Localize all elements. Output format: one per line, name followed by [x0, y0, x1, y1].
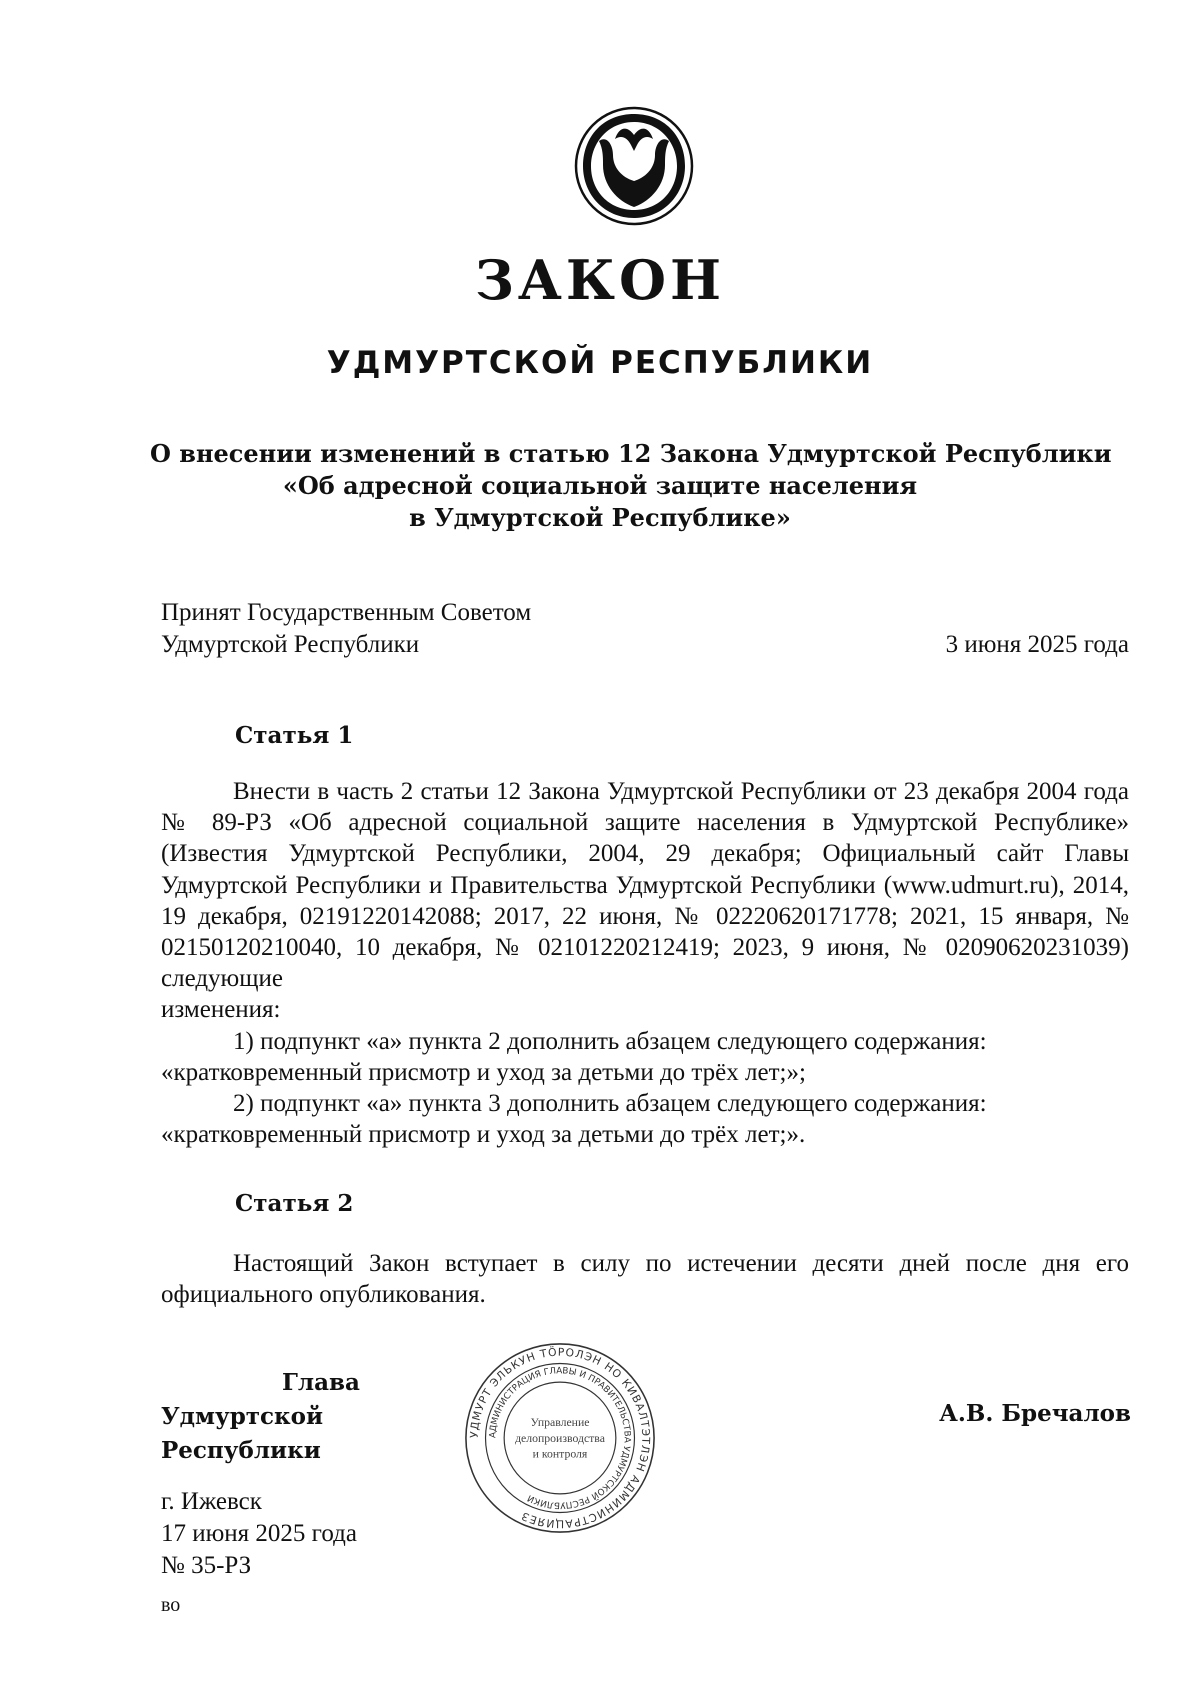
stamp-outer-text: УДМУРТ ЭЛЬКУН ТӦРОЛЭН НО КИВАЛТЭТЛЭН АДМИНИСТРАЦИЯЕЗ [467, 1345, 653, 1531]
signing-date: 17 июня 2025 года [161, 1520, 357, 1547]
stamp-center-line: и контроля [532, 1447, 588, 1461]
signing-city: г. Ижевск [161, 1488, 262, 1515]
adoption-date: 3 июня 2025 года [945, 631, 1129, 658]
signatory-post-line: Удмуртской Республики [161, 1403, 324, 1464]
article-1-intro: Внести в часть 2 статьи 12 Закона Удмуртской Республики от 23 декабря 2004 года № 89-РЗ «Об адресной социальной защите населения в Удмуртской Республике» (Известия Удмуртской Республики, 2004, 29 декабря; Официальный сайт Главы Удмуртской Республики и Правительства Удмуртской Республики (www.udmurt.ru), 2014, 19 декабря, 02191220142088; 2017, 22 июня, № 02220620171778; 2021, 15 января, № 02150120210040, 10 декабря, № 02101220212419; 2023, 9 июня, № 02090620231039) следующие [161, 778, 1129, 993]
subject-line: «Об адресной социальной защите населения [282, 471, 918, 500]
article-1-item-2: 2) подпункт «а» пункта 3 дополнить абзацем следующего содержания: [233, 1090, 987, 1118]
stamp-ring-text: АДМИНИСТРАЦИЯ ГЛАВЫ И ПРАВИТЕЛЬСТВА УДМУРТСКОЙ РЕСПУБЛИКИ [488, 1366, 632, 1510]
signatory-post-line: Глава [282, 1369, 360, 1396]
article-1-item-2-text: «кратковременный присмотр и уход за детьми до трёх лет;». [161, 1121, 806, 1149]
law-number: № 35-РЗ [161, 1552, 252, 1579]
signing-place-info [161, 1486, 357, 1582]
article-1-item-1-text: «кратковременный присмотр и уход за детьми до трёх лет;»; [161, 1058, 806, 1086]
subject-line: О внесении изменений в статью 12 Закона Удмуртской Республики [150, 439, 1112, 468]
article-1-heading: Статья 1 [235, 722, 354, 749]
article-1-intro-end: изменения: [161, 996, 281, 1024]
official-stamp [462, 1340, 658, 1536]
subject-line: в Удмуртской Республике» [409, 503, 791, 532]
adoption-line: Удмуртской Республики [161, 631, 420, 658]
adoption-line: Принят Государственным Советом [161, 599, 532, 626]
stamp-center-line: Управление [530, 1416, 590, 1430]
article-2-text: Настоящий Закон вступает в силу по истечении десяти дней после дня его официального опубликования. [161, 1250, 1129, 1309]
article-2-heading: Статья 2 [235, 1190, 354, 1217]
article-1-body [161, 776, 1129, 1150]
executor-initials: во [161, 1594, 181, 1616]
issuer-title: УДМУРТСКОЙ РЕСПУБЛИКИ [326, 345, 874, 381]
adoption-info [161, 597, 531, 661]
article-1-item-1: 1) подпункт «а» пункта 2 дополнить абзацем следующего содержания: [233, 1027, 987, 1055]
document-type: ЗАКОН [474, 248, 726, 312]
article-2-body [161, 1248, 1129, 1310]
signatory-name: А.В. Бречалов [939, 1400, 1131, 1427]
law-subject-title [150, 438, 1112, 534]
stamp-center-line: делопроизводства [515, 1431, 605, 1445]
signatory-post [161, 1366, 471, 1468]
udmurtia-coat-of-arms-icon [573, 105, 695, 227]
